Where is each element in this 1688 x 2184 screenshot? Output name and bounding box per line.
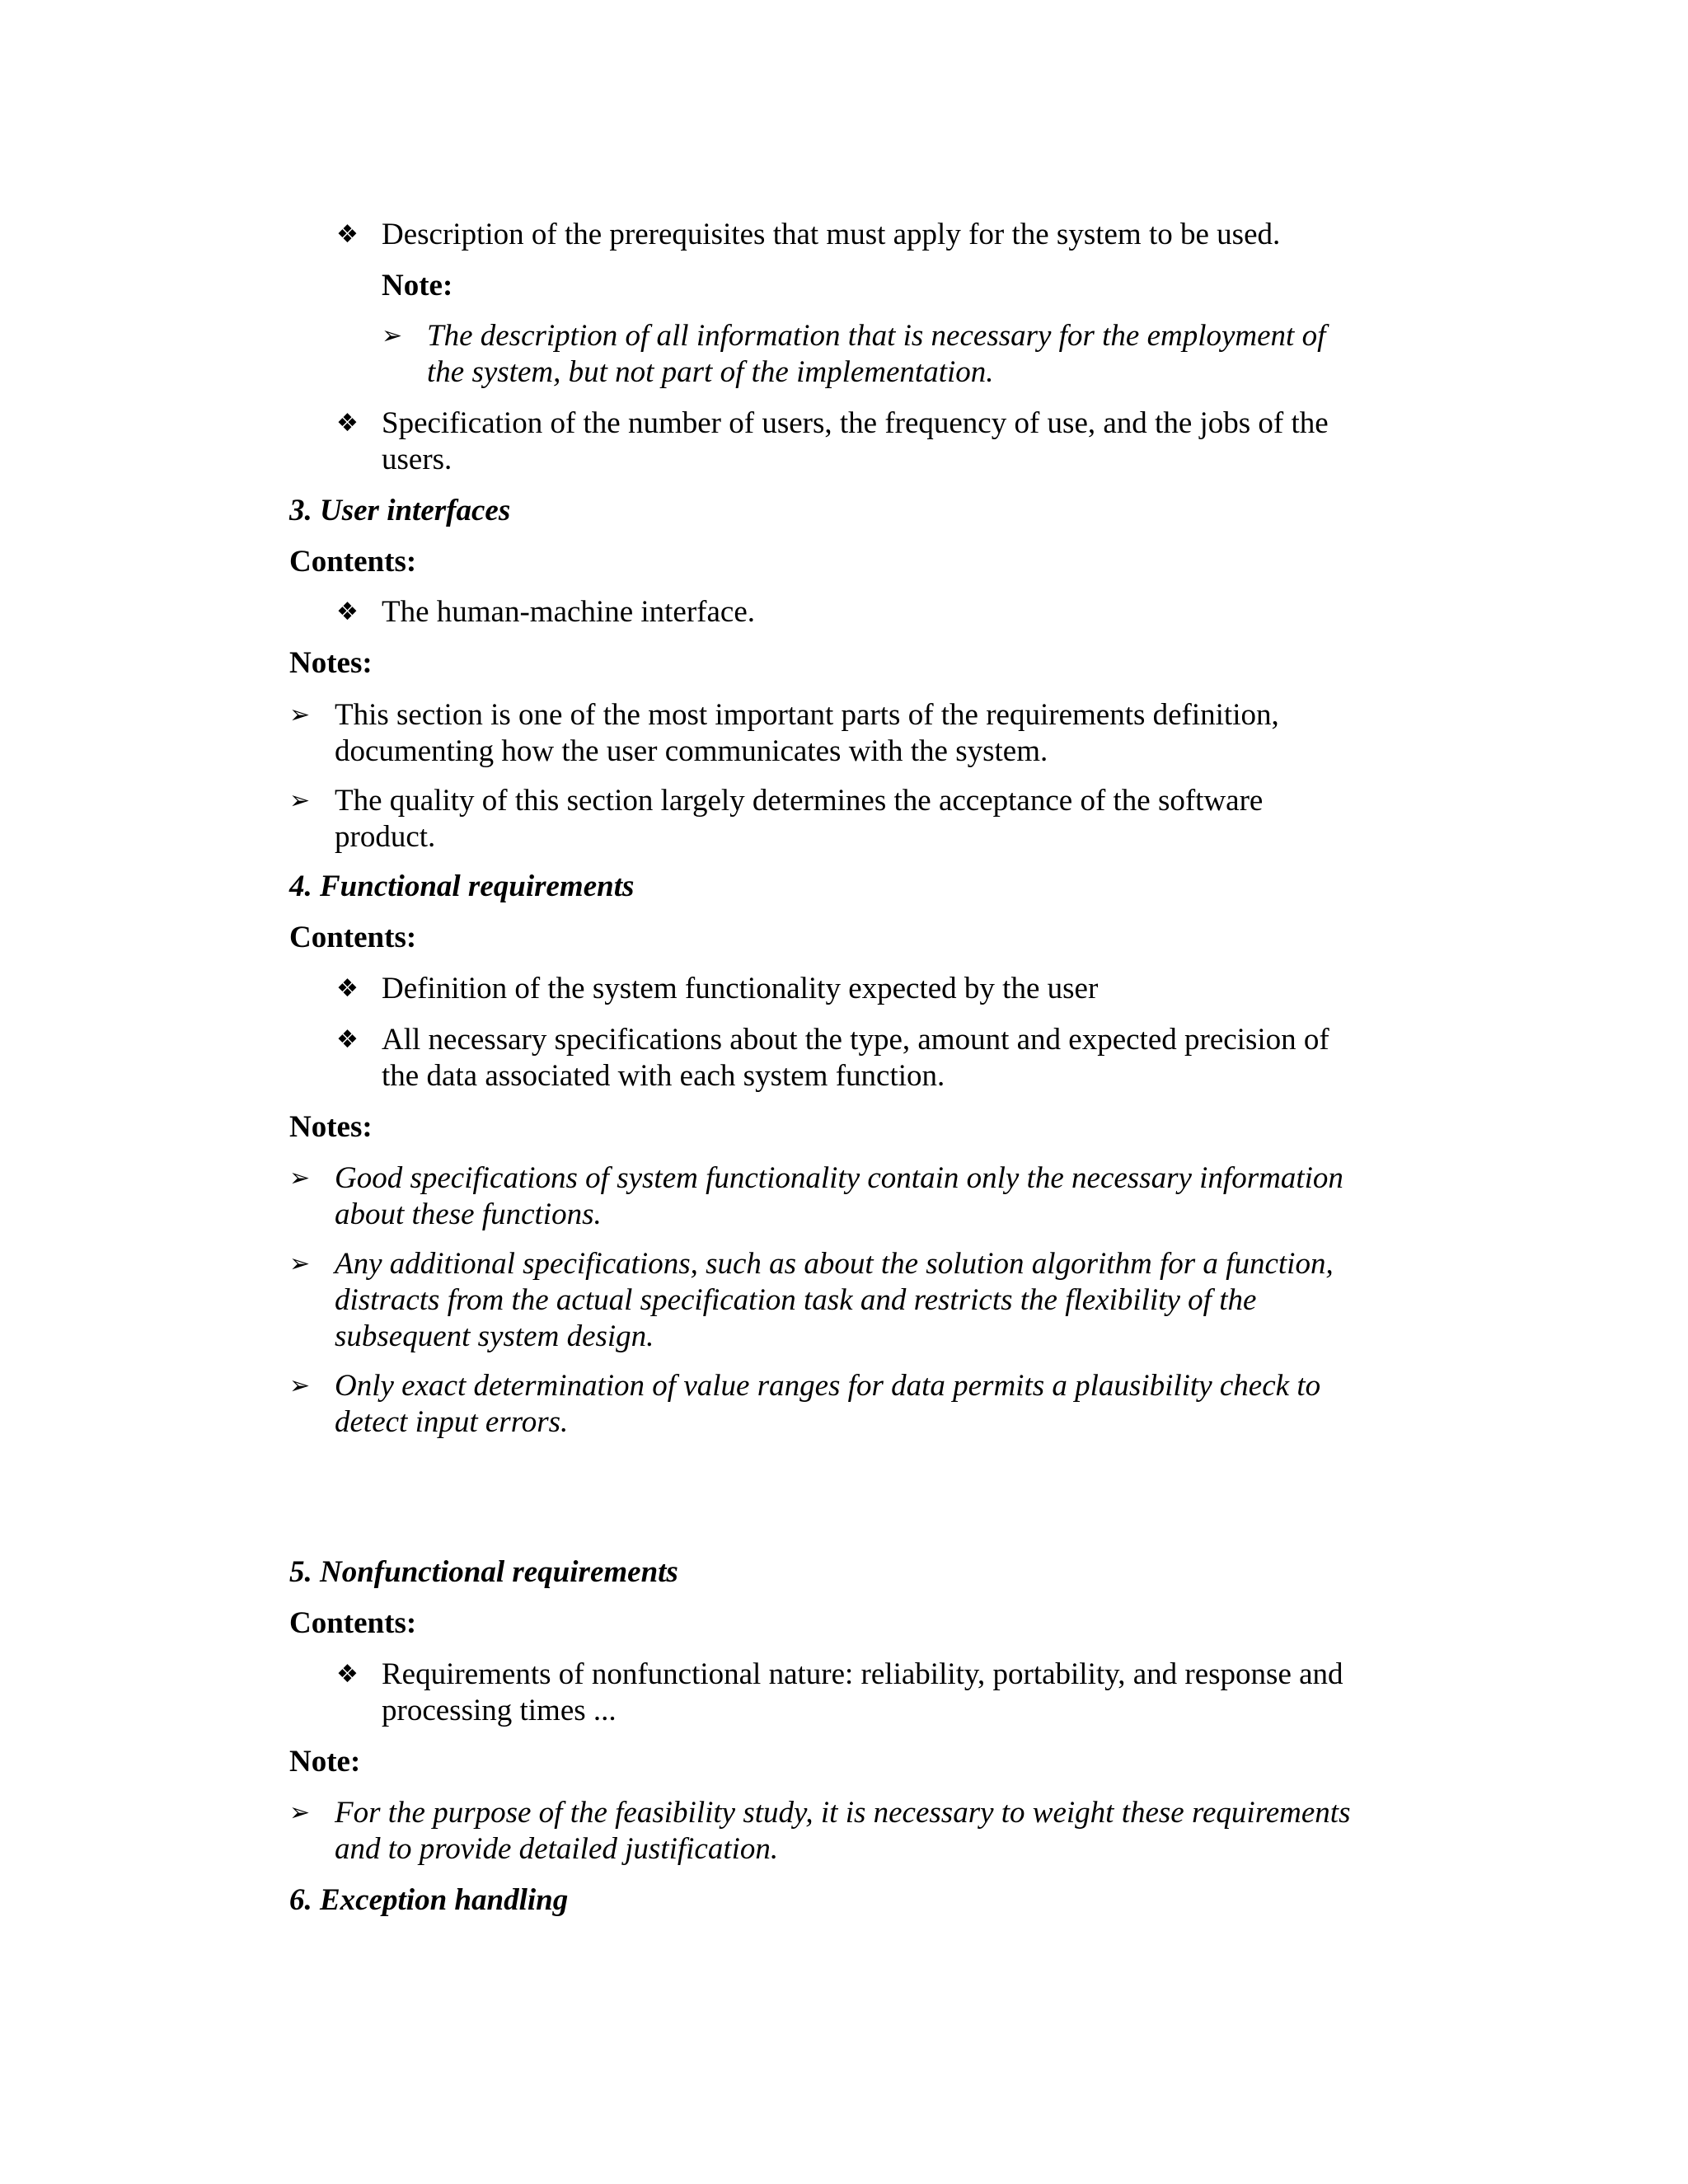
note-line: For the purpose of the feasibility study, it is necessary to weight these requirements — [335, 1796, 1351, 1830]
note-line: Good specifications of system functionality contain only the necessary information — [335, 1161, 1343, 1195]
notes-label: Notes: — [289, 646, 373, 680]
section-heading: 6. Exception handling — [289, 1883, 569, 1917]
note-line: The quality of this section largely determines the acceptance of the software — [335, 784, 1264, 818]
content-bullet-line: Requirements of nonfunctional nature: reliability, portability, and response and — [382, 1657, 1343, 1691]
users-bullet-line: Specification of the number of users, the frequency of use, and the jobs of the — [382, 406, 1329, 440]
arrow-bullet-icon: ➢ — [289, 1371, 311, 1400]
contents-label: Contents: — [289, 1606, 417, 1640]
section-heading: 5. Nonfunctional requirements — [289, 1555, 678, 1589]
contents-label: Contents: — [289, 545, 417, 579]
note-line: and to provide detailed justification. — [335, 1832, 779, 1866]
content-bullet-line: All necessary specifications about the type, amount and expected precision of — [382, 1023, 1329, 1057]
note-line: distracts from the actual specification task and restricts the flexibility of the — [335, 1283, 1257, 1317]
diamond-bullet-icon: ❖ — [336, 974, 359, 1003]
note-line: Only exact determination of value ranges for data permits a plausibility check to — [335, 1369, 1321, 1403]
note-line: subsequent system design. — [335, 1319, 654, 1353]
diamond-bullet-icon: ❖ — [336, 220, 359, 249]
arrow-bullet-icon: ➢ — [289, 786, 311, 815]
content-bullet: Definition of the system functionality expected by the user — [382, 972, 1099, 1005]
note-line: This section is one of the most important parts of the requirements definition, — [335, 698, 1279, 732]
notes-label: Notes: — [289, 1110, 373, 1144]
diamond-bullet-icon: ❖ — [336, 1025, 359, 1054]
diamond-bullet-icon: ❖ — [336, 409, 359, 438]
arrow-bullet-icon: ➢ — [289, 1164, 311, 1193]
note-line: The description of all information that is necessary for the employment of — [427, 319, 1326, 353]
content-bullet: The human-machine interface. — [382, 595, 756, 629]
note-line: about these functions. — [335, 1197, 602, 1231]
diamond-bullet-icon: ❖ — [336, 598, 359, 626]
note-line: product. — [335, 820, 436, 854]
note-line: Any additional specifications, such as about the solution algorithm for a function, — [335, 1247, 1334, 1281]
users-bullet-line: users. — [382, 443, 452, 476]
note-line: detect input errors. — [335, 1405, 569, 1439]
section-heading: 3. User interfaces — [289, 494, 511, 527]
content-bullet-line: the data associated with each system function. — [382, 1059, 945, 1093]
arrow-bullet-icon: ➢ — [289, 701, 311, 729]
arrow-bullet-icon: ➢ — [289, 1249, 311, 1278]
note-line: the system, but not part of the implementation. — [427, 355, 994, 389]
content-bullet-line: processing times ... — [382, 1694, 617, 1727]
diamond-bullet-icon: ❖ — [336, 1660, 359, 1689]
prerequisites-bullet: Description of the prerequisites that must apply for the system to be used. — [382, 218, 1281, 251]
section-heading: 4. Functional requirements — [289, 869, 635, 903]
note-label: Note: — [382, 269, 453, 302]
contents-label: Contents: — [289, 921, 417, 954]
note-label: Note: — [289, 1745, 361, 1779]
arrow-bullet-icon: ➢ — [382, 321, 403, 350]
arrow-bullet-icon: ➢ — [289, 1798, 311, 1827]
note-line: documenting how the user communicates with the system. — [335, 734, 1048, 768]
